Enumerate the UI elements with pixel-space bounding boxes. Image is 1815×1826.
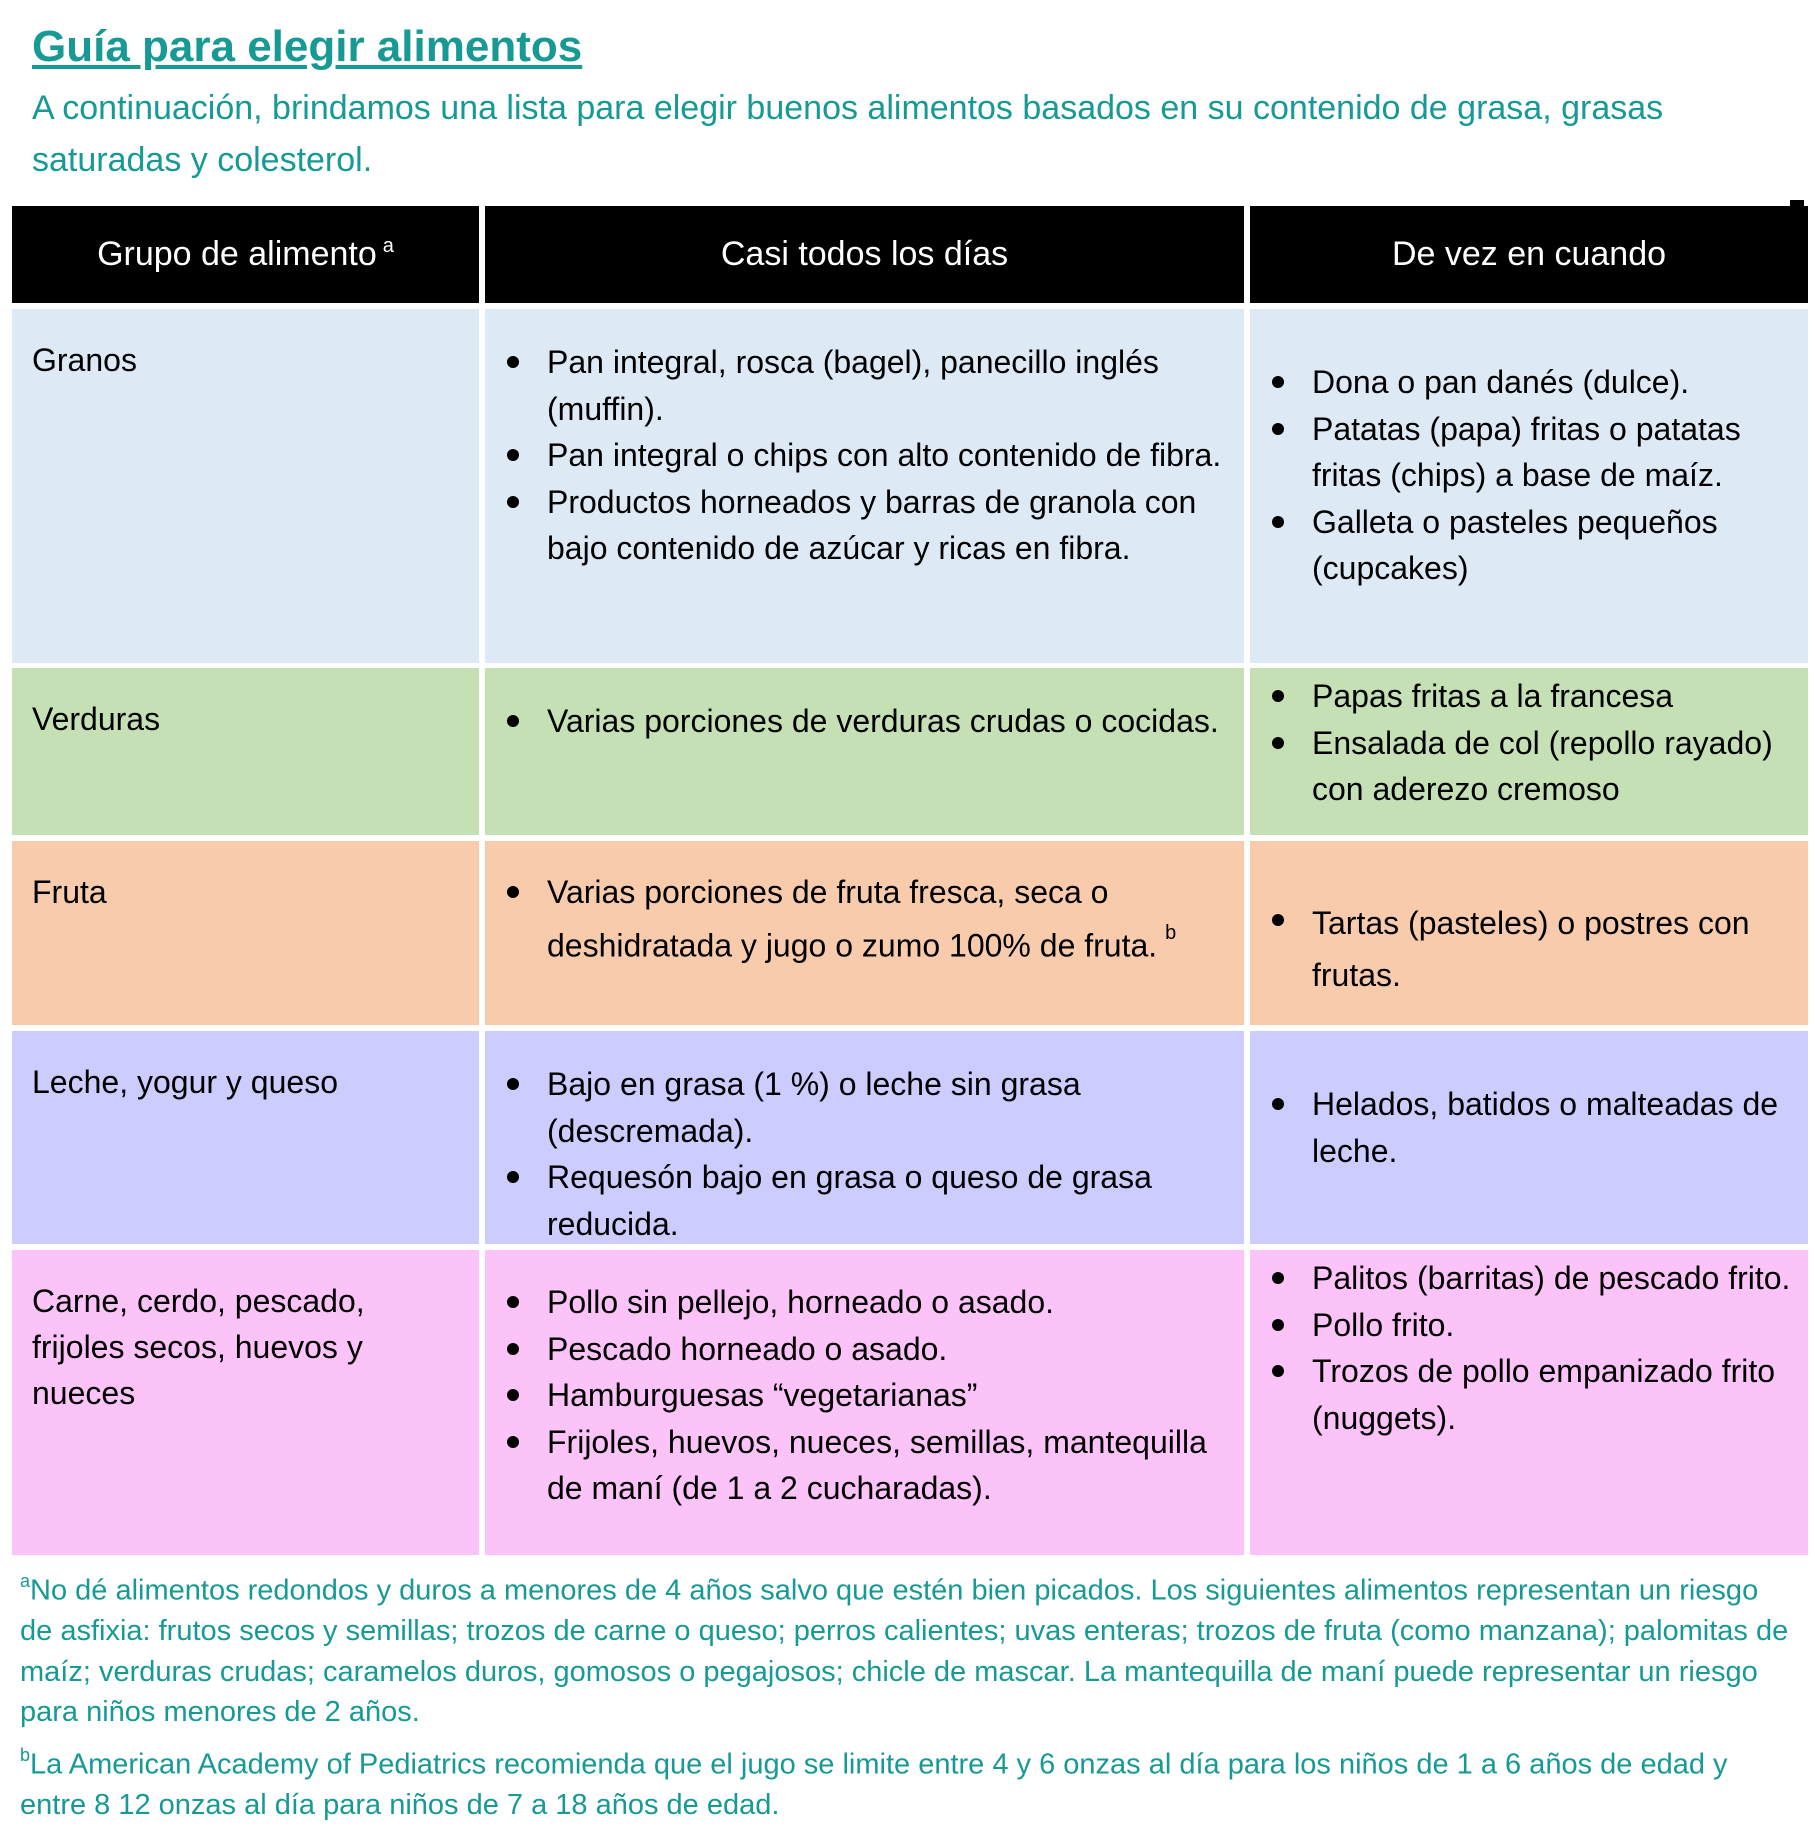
occasional-list <box>1250 897 1808 1001</box>
row-group-carne <box>12 1250 479 1555</box>
header-group <box>12 206 479 303</box>
occasional-list <box>1250 673 1808 813</box>
list-item <box>485 869 1244 969</box>
row-occasional-carne <box>1250 1250 1808 1555</box>
list-item: Pollo sin pellejo, horneado o asado. <box>485 1279 1244 1326</box>
row-occasional-leche <box>1250 1031 1808 1244</box>
list-item: Pan integral, rosca (bagel), panecillo inglés (muffin). <box>485 339 1244 432</box>
row-group-verduras <box>12 668 479 835</box>
footnote-text: No dé alimentos redondos y duros a menores de 4 años salvo que estén bien picados. Los siguientes alimentos representan un riesgo de asfixia: frutos secos y semillas; trozos de carne o queso; perros calientes; uvas enteras; trozos de fruta (como manzana); palomitas de maíz; verduras crudas; caramelos duros, gomosos o pegajosos; chicle de mascar. La mantequilla de maní puede representar un riesgo para niños menores de 2 años. <box>20 1574 1789 1729</box>
intro-text: A continuación, brindamos una lista para elegir buenos alimentos basados en su contenido de grasa, grasas saturadas y colesterol. <box>32 89 1664 179</box>
group-label: Leche, yogur y queso <box>32 1064 338 1100</box>
row-daily-verduras <box>485 668 1244 835</box>
list-item: Productos horneados y barras de granola con bajo contenido de azúcar y ricas en fibra. <box>485 479 1244 572</box>
header-group-footnote-marker: a <box>382 235 394 257</box>
footnote-marker: a <box>20 1571 31 1591</box>
list-item: Patatas (papa) fritas o patatas fritas (chips) a base de maíz. <box>1250 406 1808 499</box>
daily-list <box>485 1061 1244 1247</box>
list-item-text: Varias porciones de fruta fresca, seca o deshidratada y jugo o zumo 100% de fruta. <box>547 874 1158 964</box>
row-occasional-granos <box>1250 309 1808 663</box>
occasional-list <box>1250 1255 1808 1441</box>
row-daily-carne <box>485 1250 1244 1555</box>
daily-list <box>485 1279 1244 1512</box>
list-item: Pollo frito. <box>1250 1302 1808 1349</box>
list-item: Requesón bajo en grasa o queso de grasa reducida. <box>485 1154 1244 1247</box>
row-daily-leche <box>485 1031 1244 1244</box>
daily-list <box>485 869 1244 969</box>
row-occasional-fruta <box>1250 841 1808 1025</box>
row-daily-granos <box>485 309 1244 663</box>
row-group-fruta <box>12 841 479 1025</box>
occasional-list <box>1250 359 1808 592</box>
footnote-a <box>20 1563 1795 1733</box>
header-daily-label: Casi todos los días <box>720 235 1009 273</box>
header-occasional-label: De vez en cuando <box>1391 235 1667 273</box>
footnote-marker: b <box>20 1745 31 1765</box>
header-occasional <box>1250 206 1808 303</box>
header-group-label: Grupo de alimento <box>97 235 377 273</box>
list-item: Tartas (pasteles) o postres con frutas. <box>1250 897 1808 1001</box>
daily-list <box>485 339 1244 572</box>
list-item: Ensalada de col (repollo rayado) con aderezo cremoso <box>1250 720 1808 813</box>
list-item: Bajo en grasa (1 %) o leche sin grasa (descremada). <box>485 1061 1244 1154</box>
group-label: Verduras <box>32 701 161 737</box>
row-group-granos <box>12 309 479 663</box>
footnote-b <box>20 1737 1795 1826</box>
list-item: Galleta o pasteles pequeños (cupcakes) <box>1250 499 1808 592</box>
footnote-marker: b <box>1165 921 1177 944</box>
list-item: Palitos (barritas) de pescado frito. <box>1250 1255 1808 1302</box>
row-occasional-verduras <box>1250 668 1808 835</box>
list-item: Papas fritas a la francesa <box>1250 673 1808 720</box>
list-item: Hamburguesas “vegetarianas” <box>485 1372 1244 1419</box>
occasional-list <box>1250 1081 1808 1174</box>
list-item: Pescado horneado o asado. <box>485 1326 1244 1373</box>
footnote-text: La American Academy of Pediatrics recomienda que el jugo se limite entre 4 y 6 onzas al día para los niños de 1 a 6 años de edad y entre 8 12 onzas al día para niños de 7 a 18 años de edad. <box>20 1748 1728 1822</box>
page-title: Guía para elegir alimentos <box>32 22 583 71</box>
list-item: Trozos de pollo empanizado frito (nuggets). <box>1250 1348 1808 1441</box>
row-group-leche <box>12 1031 479 1244</box>
list-item: Helados, batidos o malteadas de leche. <box>1250 1081 1808 1174</box>
row-daily-fruta <box>485 841 1244 1025</box>
list-item: Dona o pan danés (dulce). <box>1250 359 1808 406</box>
list-item: Varias porciones de verduras crudas o cocidas. <box>485 698 1244 745</box>
group-label: Granos <box>32 342 137 378</box>
list-item: Pan integral o chips con alto contenido de fibra. <box>485 432 1244 479</box>
group-label: Fruta <box>32 874 107 910</box>
daily-list <box>485 698 1244 745</box>
list-item: Frijoles, huevos, nueces, semillas, mantequilla de maní (de 1 a 2 cucharadas). <box>485 1419 1244 1512</box>
group-label: Carne, cerdo, pescado, frijoles secos, huevos y nueces <box>32 1283 365 1411</box>
header-daily <box>485 206 1244 303</box>
